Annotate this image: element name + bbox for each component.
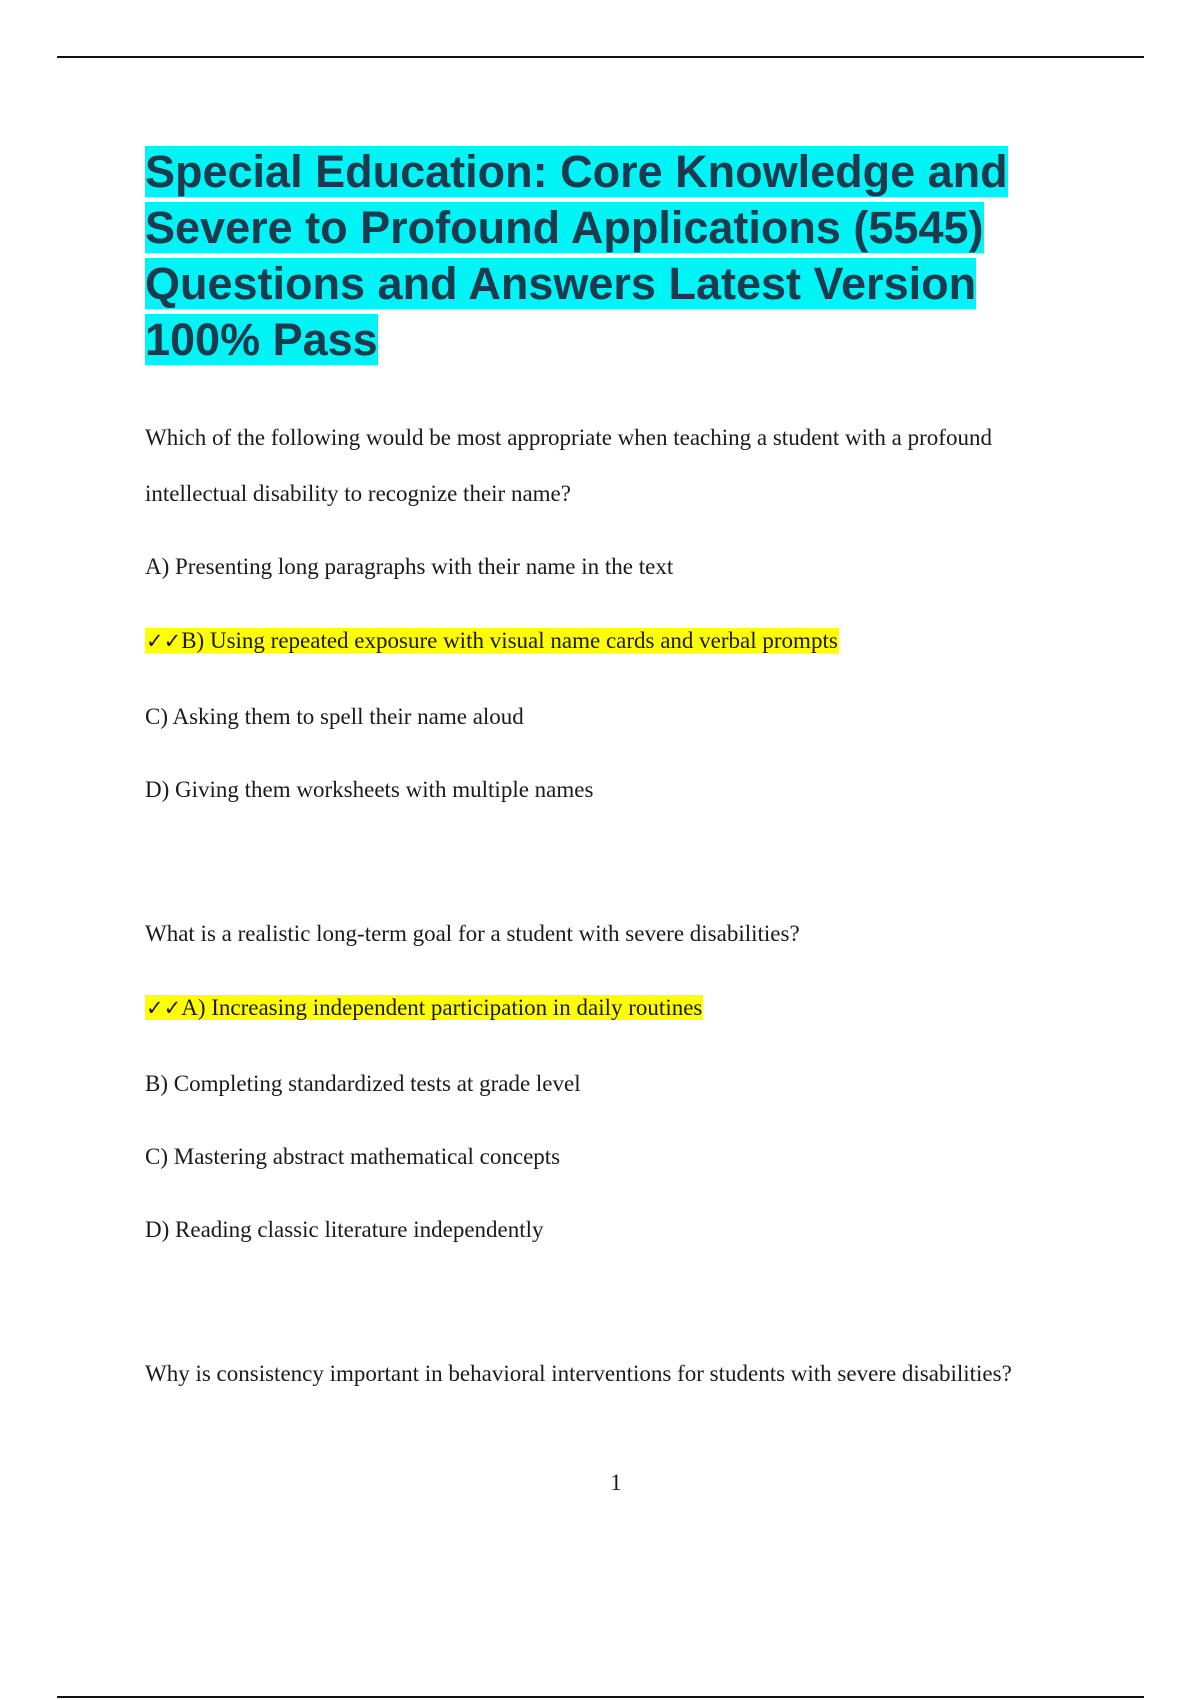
question-1-stem-line-2: intellectual disability to recognize their name? [145, 481, 571, 506]
question-1-stem-line-1: Which of the following would be most appropriate when teaching a student with a profound [145, 425, 992, 450]
question-2-option-d: D) Reading classic literature independently [145, 1217, 544, 1242]
question-1-option-d: D) Giving them worksheets with multiple names [145, 777, 594, 802]
question-1-option-a: A) Presenting long paragraphs with their name in the text [145, 554, 674, 579]
bottom-rule [57, 1696, 1144, 1698]
option-text: B) Using repeated exposure with visual name cards and verbal prompts [181, 628, 838, 653]
double-check-icon: ✓✓ [146, 629, 182, 653]
question-2-option-a-correct [145, 994, 703, 1022]
question-2-option-b: B) Completing standardized tests at grade level [145, 1071, 581, 1096]
page-number: 1 [610, 1470, 622, 1495]
top-rule [57, 56, 1144, 58]
double-check-icon: ✓✓ [146, 996, 182, 1020]
correct-answer-highlight [145, 995, 703, 1020]
question-1-option-c: C) Asking them to spell their name aloud [145, 704, 524, 729]
question-2-stem: What is a realistic long-term goal for a student with severe disabilities? [145, 921, 800, 946]
title-line: Special Education: Core Knowledge and [145, 146, 1008, 197]
question-1-option-b-correct [145, 627, 839, 655]
correct-answer-highlight [145, 628, 839, 653]
document-title [145, 144, 1085, 368]
option-text: A) Increasing independent participation in daily routines [181, 995, 703, 1020]
title-line: 100% Pass [145, 314, 378, 365]
question-3-stem: Why is consistency important in behavioral interventions for students with severe disabilities? [145, 1361, 1012, 1386]
title-line: Questions and Answers Latest Version [145, 258, 977, 309]
title-line: Severe to Profound Applications (5545) [145, 202, 984, 253]
question-2-option-c: C) Mastering abstract mathematical concepts [145, 1144, 561, 1169]
